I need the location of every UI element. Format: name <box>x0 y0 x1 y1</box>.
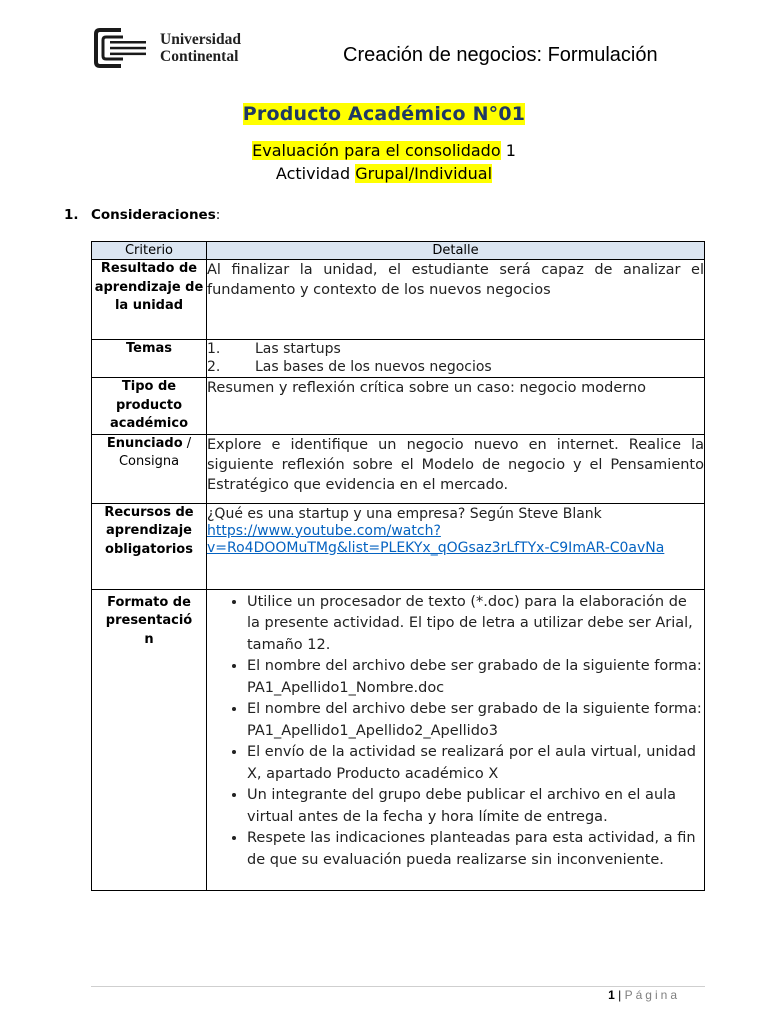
list-item: • Un integrante del grupo debe publicar el archivo en el aula virtual antes de la fecha y hora límite de entrega. <box>247 785 704 828</box>
row-detail-recursos <box>207 503 705 589</box>
row-label-formato <box>92 589 207 890</box>
header-criterio: Criterio <box>92 242 207 260</box>
considerations-table <box>91 241 705 891</box>
list-item: • Utilice un procesador de texto (*.doc) para la elaboración de la presente actividad. El tipo de letra a utilizar debe ser Arial, tamaño 12. <box>247 592 704 657</box>
activity-highlight: Grupal/Individual <box>355 164 493 183</box>
list-item: • Respete las indicaciones planteadas para esta actividad, a fin de que su evaluación pueda realizarse sin inconveniente. <box>247 828 704 871</box>
table-row <box>92 378 705 435</box>
table-row <box>92 340 705 378</box>
list-item: 1. Las startups <box>207 341 341 357</box>
row-detail-enunciado: Explore e identifique un negocio nuevo en internet. Realice la siguiente reflexión sobre el Modelo de negocio y el Pensamiento Estratégico que evidencia en el mercado. <box>207 434 705 503</box>
header-detalle: Detalle <box>207 242 705 260</box>
table-row <box>92 589 705 890</box>
temas-list <box>207 340 704 376</box>
footer-page-word: Página <box>624 988 680 1002</box>
evaluation-number: 1 <box>500 141 516 160</box>
logo-line-2: Continental <box>160 48 239 65</box>
row-label-enunciado <box>92 434 207 503</box>
footer-separator: | <box>614 988 625 1002</box>
table-row <box>92 503 705 589</box>
university-logo-icon <box>92 26 150 70</box>
university-logo <box>92 26 241 70</box>
list-item: • El envío de la actividad se realizará por el aula virtual, unidad X, apartado Producto académico X <box>247 742 704 785</box>
product-title-text: Producto Académico N°01 <box>242 103 526 125</box>
activity-prefix: Actividad <box>275 164 356 183</box>
list-item: • El nombre del archivo debe ser grabado de la siguiente forma: PA1_Apellido1_Nombre.doc <box>247 656 704 699</box>
formato-list <box>207 592 704 872</box>
row-detail-resultado: Al finalizar la unidad, el estudiante será capaz de analizar el fundamento y contexto de los nuevos negocios <box>207 260 705 340</box>
row-label-resultado: Resultado de aprendizaje de la unidad <box>92 260 207 340</box>
product-title <box>0 103 768 125</box>
youtube-link[interactable]: https://www.youtube.com/watch? v=Ro4DOOMuTMg&list=PLEKYx_qOGsaz3rLfTYx-C9ImAR-C0avNa <box>207 522 665 556</box>
page-number: 1 <box>608 988 615 1002</box>
section-title: Consideraciones <box>91 207 216 223</box>
enunciado-slash: / Consigna <box>118 435 192 469</box>
table-row <box>92 434 705 503</box>
row-detail-tipo: Resumen y reflexión crítica sobre un caso: negocio moderno <box>207 378 705 435</box>
row-detail-formato <box>207 589 705 890</box>
activity-line <box>0 164 768 183</box>
row-label-recursos: Recursos de aprendizaje obligatorios <box>92 503 207 589</box>
section-heading <box>64 207 220 223</box>
section-number: 1. <box>64 207 79 223</box>
table-row <box>92 260 705 340</box>
row-label-temas: Temas <box>92 340 207 378</box>
table-header-row <box>92 242 705 260</box>
page-footer <box>608 988 680 1002</box>
logo-line-1: Universidad <box>160 31 241 48</box>
section-colon: : <box>215 207 221 223</box>
evaluation-line <box>0 141 768 160</box>
list-item: 2. Las bases de los nuevos negocios <box>207 359 492 375</box>
evaluation-highlight: Evaluación para el consolidado <box>252 141 501 160</box>
list-item: • El nombre del archivo debe ser grabado de la siguiente forma: PA1_Apellido1_Apellido2_Apellido3 <box>247 699 704 742</box>
resource-text: ¿Qué es una startup y una empresa? Según Steve Blank <box>207 505 602 522</box>
row-label-tipo: Tipo de producto académico <box>92 378 207 435</box>
row-detail-temas <box>207 340 705 378</box>
course-title: Creación de negocios: Formulación <box>343 44 658 66</box>
footer-divider <box>91 986 705 987</box>
formato-label: Formato de presentació n <box>105 594 193 647</box>
enunciado-label: Enunciado <box>106 435 183 451</box>
